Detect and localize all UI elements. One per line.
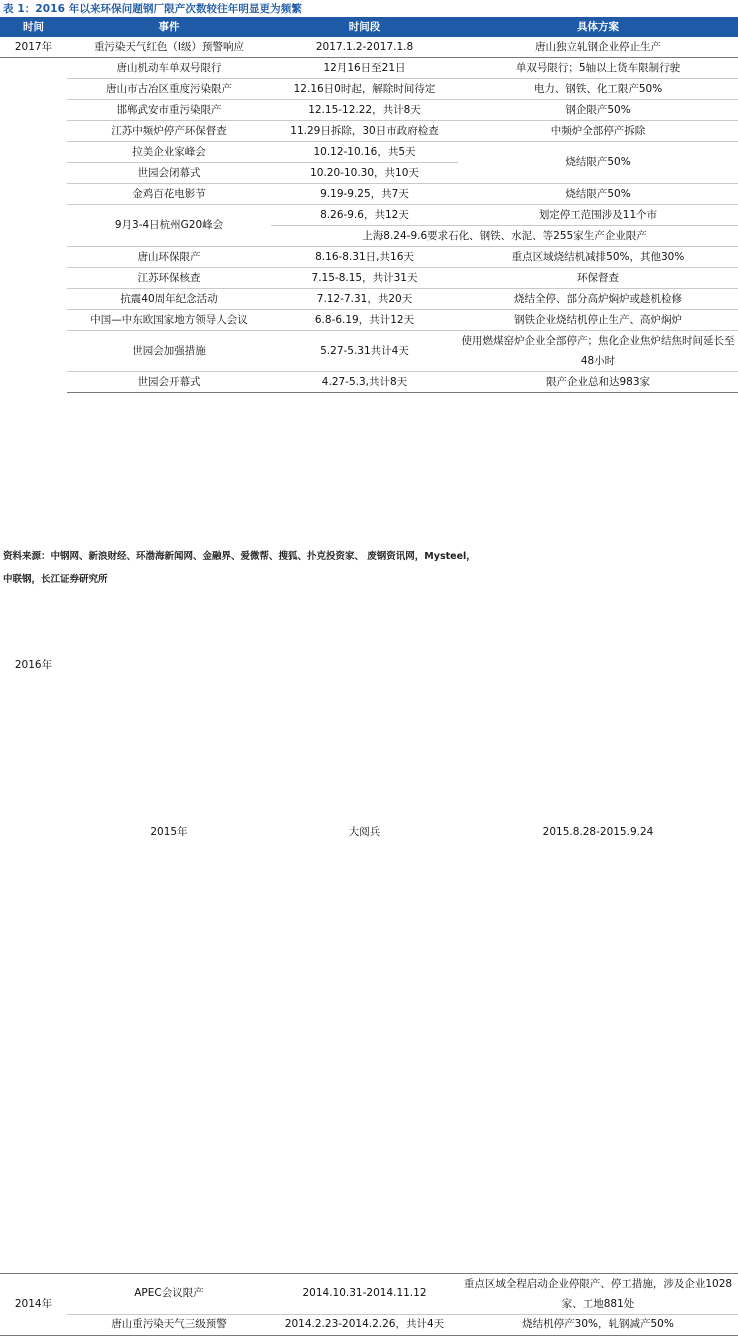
steel-restriction-table: [0, 17, 738, 1336]
period-cell: 12.16日0时起，解除时间待定: [271, 79, 458, 100]
plan-cell: 中频炉全部停产拆除: [458, 121, 738, 142]
table-row: [0, 247, 738, 268]
period-cell: 6.8-6.19，共计12天: [271, 310, 458, 331]
event-cell: 抗震40周年纪念活动: [67, 289, 271, 310]
period-cell: 2014.10.31-2014.11.12: [271, 1273, 458, 1314]
plan-cell: 划定停工范围涉及11个市: [458, 205, 738, 226]
plan-cell: 重点区域烧结机减排50%，其他30%: [458, 247, 738, 268]
plan-cell: 钢铁企业烧结机停止生产、高炉焖炉: [458, 310, 738, 331]
plan-cell-merged: 烧结限产50%: [458, 142, 738, 184]
year-2016: 2016年: [0, 58, 67, 1274]
event-cell: 拉美企业家峰会: [67, 142, 271, 163]
event-cell: 唐山重污染天气三级预警: [67, 1314, 271, 1335]
plan-cell: 单双号限行；5轴以上货车限制行驶: [458, 58, 738, 79]
event-cell: 世园会开幕式: [67, 372, 271, 393]
header-time: 时间: [0, 17, 67, 37]
plan-cell: 使用燃煤窑炉企业全部停产；焦化企业焦炉结焦时间延长至48小时: [458, 331, 738, 372]
event-cell: APEC会议限产: [67, 1273, 271, 1314]
period-cell: 2017.1.2-2017.1.8: [271, 37, 458, 58]
event-cell: 江苏环保核查: [67, 268, 271, 289]
plan-cell: 烧结全停、部分高炉焖炉或趁机检修: [458, 289, 738, 310]
event-cell: 江苏中频炉停产环保督查: [67, 121, 271, 142]
plan-cell: 钢企限产50%: [458, 100, 738, 121]
table-row: [0, 1273, 738, 1314]
event-cell: 唐山市古冶区重度污染限产: [67, 79, 271, 100]
plan-cell: 重点区域全程启动企业停限产、停工措施，涉及企业1028家、工地881处: [458, 1273, 738, 1314]
header-plan: 具体方案: [458, 17, 738, 37]
event-cell: 唐山机动车单双号限行: [67, 58, 271, 79]
period-cell: 11.29日拆除，30日市政府检查: [271, 121, 458, 142]
period-cell: 10.12-10.16，共5天: [271, 142, 458, 163]
plan-cell: 限产企业总和达983家: [458, 372, 738, 393]
period-cell-wide: 上海8.24-9.6要求石化、钢铁、水泥、等255家生产企业限产: [271, 226, 738, 247]
period-cell: 2015.8.28-2015.9.24: [458, 393, 738, 1274]
event-cell: 世园会闭幕式: [67, 163, 271, 184]
table-row: [0, 79, 738, 100]
event-cell: 大阅兵: [271, 393, 458, 1274]
table-row: [0, 100, 738, 121]
period-cell: 7.15-8.15，共计31天: [271, 268, 458, 289]
table-row: [0, 372, 738, 393]
period-cell: 2014.2.23-2014.2.26，共计4天: [271, 1314, 458, 1335]
header-period: 时间段: [271, 17, 458, 37]
period-cell: 9.19-9.25，共7天: [271, 184, 458, 205]
plan-cell: 烧结机停产30%，轧钢减产50%: [458, 1314, 738, 1335]
table-row: [0, 1314, 738, 1335]
period-cell: 10.20-10.30，共10天: [271, 163, 458, 184]
table-caption: 表 1：2016 年以来环保问题钢厂限产次数较往年明显更为频繁: [3, 3, 302, 15]
event-cell: 邯郸武安市重污染限产: [67, 100, 271, 121]
table-row: [0, 205, 738, 226]
event-cell: 重污染天气红色（Ⅰ级）预警响应: [67, 37, 271, 58]
table-row: [0, 310, 738, 331]
event-cell: 金鸡百花电影节: [67, 184, 271, 205]
source-note-line1: 资料来源：中钢网、新浪财经、环渤海新闻网、金融界、爱微帮、搜狐、扑克投资家、 废钢资讯网，Mysteel，: [3, 551, 476, 562]
table-row: [0, 142, 738, 163]
table-row: [0, 393, 738, 1274]
table-row: [0, 58, 738, 79]
table-header-row: [0, 17, 738, 37]
table-row: [0, 268, 738, 289]
source-note-line2: 中联钢，长江证券研究所: [3, 574, 108, 585]
year-2014: 2014年: [0, 1273, 67, 1335]
table-row: [0, 37, 738, 58]
header-event: 事件: [67, 17, 271, 37]
period-cell: 7.12-7.31，共20天: [271, 289, 458, 310]
year-2015: 2015年: [67, 393, 271, 1274]
period-cell: 8.16-8.31日,共16天: [271, 247, 458, 268]
table-row: [0, 289, 738, 310]
event-cell: 中国—中东欧国家地方领导人会议: [67, 310, 271, 331]
event-cell: 世园会加强措施: [67, 331, 271, 372]
plan-cell: 电力、钢铁、化工限产50%: [458, 79, 738, 100]
event-cell-merged: 9月3-4日杭州G20峰会: [67, 205, 271, 247]
table-row: [0, 121, 738, 142]
plan-cell: 环保督查: [458, 268, 738, 289]
year-2017: 2017年: [0, 37, 67, 58]
period-cell: 8.26-9.6，共12天: [271, 205, 458, 226]
table-row: [0, 184, 738, 205]
period-cell: 5.27-5.31共计4天: [271, 331, 458, 372]
period-cell: 12.15-12.22，共计8天: [271, 100, 458, 121]
plan-cell: 烧结限产50%: [458, 184, 738, 205]
period-cell: 12月16日至21日: [271, 58, 458, 79]
table-row: [0, 331, 738, 372]
event-cell: 唐山环保限产: [67, 247, 271, 268]
period-cell: 4.27-5.3,共计8天: [271, 372, 458, 393]
plan-cell: 唐山独立轧钢企业停止生产: [458, 37, 738, 58]
